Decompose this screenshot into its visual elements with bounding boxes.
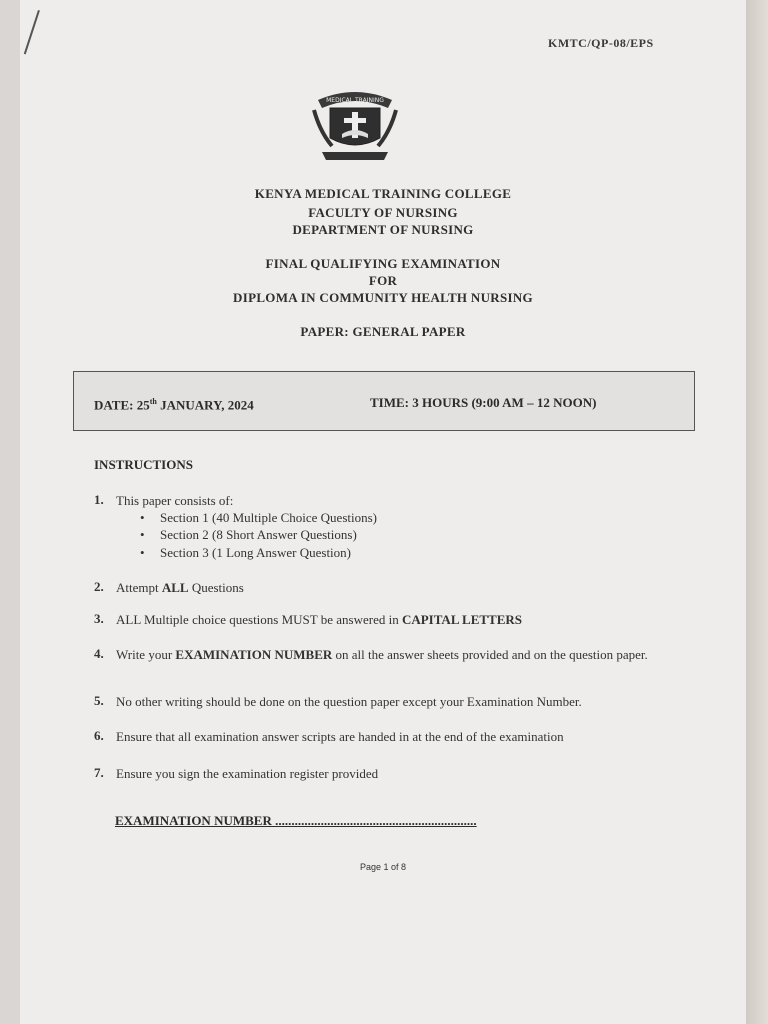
department-name: DEPARTMENT OF NURSING xyxy=(292,222,474,237)
programme-name: DIPLOMA IN COMMUNITY HEALTH NURSING xyxy=(233,290,533,305)
exam-time: TIME: 3 HOURS (9:00 AM – 12 NOON) xyxy=(370,395,597,410)
exam-date: DATE: 25th JANUARY, 2024 xyxy=(94,397,254,413)
page-number: Page 1 of 8 xyxy=(359,862,407,872)
college-name: KENYA MEDICAL TRAINING COLLEGE xyxy=(254,186,512,201)
background-edge xyxy=(746,0,768,1024)
exam-title: FINAL QUALIFYING EXAMINATION xyxy=(265,256,501,271)
svg-text:MEDICAL TRAINING: MEDICAL TRAINING xyxy=(326,97,384,104)
reference-code: KMTC/QP-08/EPS xyxy=(548,36,654,50)
college-crest-icon xyxy=(308,86,402,166)
exam-for: FOR xyxy=(368,273,398,288)
paper-name: PAPER: GENERAL PAPER xyxy=(300,324,466,339)
faculty-name: FACULTY OF NURSING xyxy=(308,205,458,220)
instructions-heading: INSTRUCTIONS xyxy=(94,457,193,472)
examination-number-field: EXAMINATION NUMBER .............................................................. xyxy=(115,813,477,828)
